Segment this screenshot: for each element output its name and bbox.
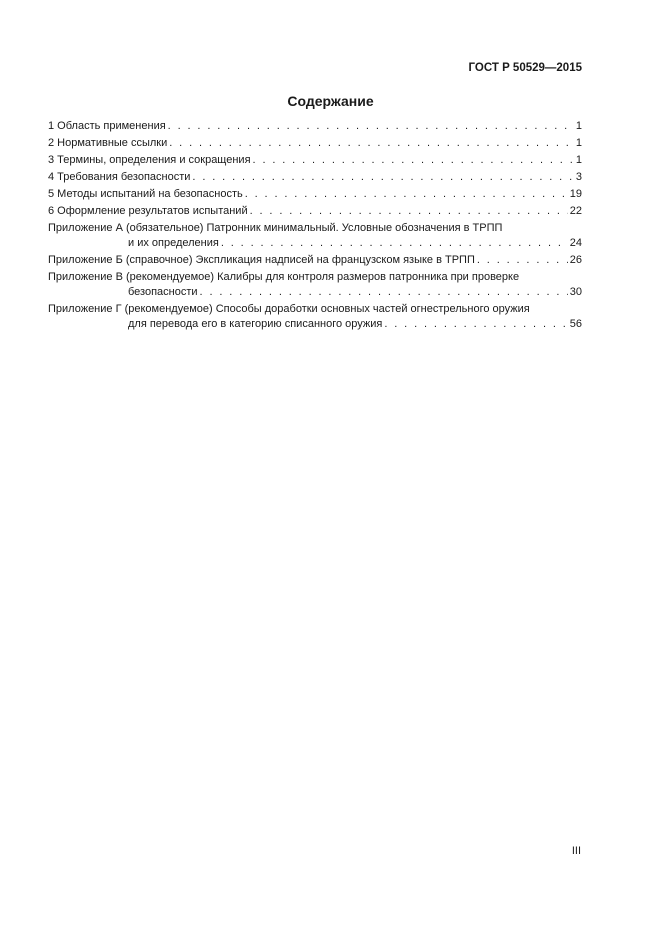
toc-entry-page: 3 <box>575 171 582 183</box>
dot-leader <box>168 119 574 134</box>
table-of-contents <box>48 119 582 332</box>
toc-entry-title: 1 Область применения <box>48 120 166 132</box>
appendix-c-title: Приложение В (рекомендуемое) Калибры для контроля размеров патронника при проверке <box>48 271 520 283</box>
dot-leader <box>200 285 568 300</box>
toc-entry-6 <box>48 204 582 219</box>
toc-entry-title: 2 Нормативные ссылки <box>48 137 168 149</box>
toc-entry-title: 3 Термины, определения и сокращения <box>48 154 251 166</box>
dot-leader <box>384 317 567 332</box>
dot-leader <box>169 136 574 151</box>
toc-entry-title: 4 Требования безопасности <box>48 171 191 183</box>
toc-entry-5 <box>48 187 582 202</box>
page-title: Содержание <box>287 93 374 109</box>
toc-entry-title: для перевода его в категорию списанного оружия <box>128 318 383 330</box>
appendix-b-entry <box>48 253 582 268</box>
dot-leader <box>245 187 568 202</box>
toc-entry-page: 1 <box>575 120 582 132</box>
toc-entry-page: 1 <box>575 137 582 149</box>
toc-entry-title: 6 Оформление результатов испытаний <box>48 205 248 217</box>
dot-leader <box>192 170 573 185</box>
appendix-d-entry <box>48 317 582 332</box>
toc-entry-title: и их определения <box>128 237 219 249</box>
toc-entry-page: 26 <box>569 254 582 266</box>
toc-entry-title: 5 Методы испытаний на безопасность <box>48 188 243 200</box>
toc-entry-title: Приложение Б (справочное) Экспликация надписей на французском языке в ТРПП <box>48 254 475 266</box>
document-id: ГОСТ Р 50529—2015 <box>468 62 582 74</box>
dot-leader <box>477 253 568 268</box>
dot-leader <box>250 204 568 219</box>
page-number: III <box>571 845 581 857</box>
toc-entry-page: 30 <box>569 286 582 298</box>
toc-entry-page: 56 <box>569 318 582 330</box>
toc-entry-page: 22 <box>569 205 582 217</box>
appendix-a-title: Приложение А (обязательное) Патронник минимальный. Условные обозначения в ТРПП <box>48 222 503 234</box>
dot-leader <box>221 236 568 251</box>
appendix-d-title: Приложение Г (рекомендуемое) Способы доработки основных частей огнестрельного оружия <box>48 303 530 315</box>
toc-entry-title: безопасности <box>128 286 198 298</box>
dot-leader <box>253 153 574 168</box>
toc-entry-3 <box>48 153 582 168</box>
toc-entry-4 <box>48 170 582 185</box>
toc-entry-page: 24 <box>569 237 582 249</box>
appendix-a-entry <box>48 236 582 251</box>
toc-entry-page: 1 <box>575 154 582 166</box>
toc-entry-2 <box>48 136 582 151</box>
toc-entry-page: 19 <box>569 188 582 200</box>
toc-entry-1 <box>48 119 582 134</box>
appendix-c-entry <box>48 285 582 300</box>
